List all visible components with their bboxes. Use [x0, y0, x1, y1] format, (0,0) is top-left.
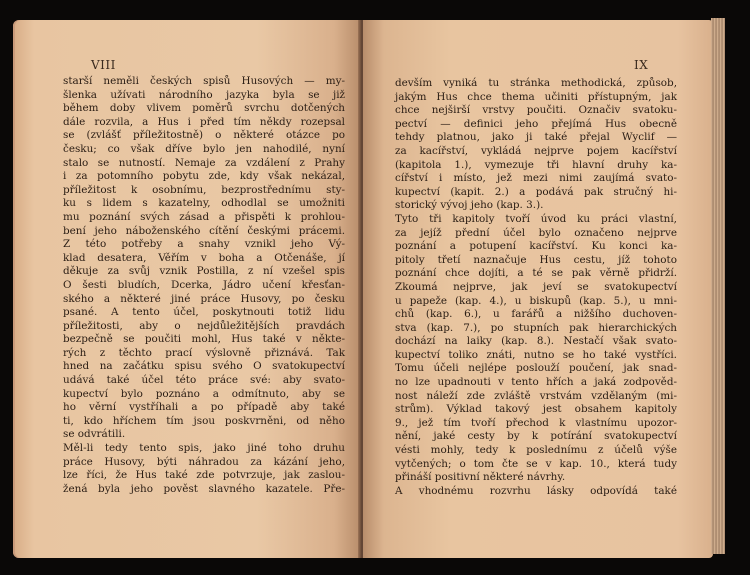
text-line: tehdy platnou, jako ji také přejal Wyclif — [395, 131, 677, 144]
text-line: žená byla jeho pověst slavného kazatele. Pře- [63, 482, 345, 495]
text-line: Zkoumá nejprve, jak jeví se svatokupectví [395, 280, 677, 293]
text-line: dále rozvila, a Hus i před tím někdy rozepsal [63, 115, 345, 128]
text-line: nost náleží zde zvláště vrstvám vzdělaným (mi- [395, 389, 677, 402]
text-line: vésti mohly, tedy k poslednímu z účelů výše [395, 444, 677, 457]
text-line: práce Husovy, býti náhradou za kázání jeho, [63, 455, 345, 468]
text-line: u papeže (kap. 4.), u biskupů (kap. 5.), u mni- [395, 294, 677, 307]
text-line: chce nejširší vrstvy poučiti. Označiv svatoku- [395, 104, 677, 117]
text-line: udává také účel této práce své: aby svato- [63, 374, 345, 387]
text-line: hned na začátku spisu svého O svatokupectví [63, 360, 345, 373]
text-line: příležitost k osobnímu, bezprostřednímu sty- [63, 183, 345, 196]
text-line: i za potomního pobytu zde, kdy však nekázal, [63, 170, 345, 183]
left-page [13, 20, 362, 558]
text-line: starší neměli českých spisů Husových — my- [63, 75, 345, 87]
text-line: Z této potřeby a snahy vznikl jeho Vý- [63, 238, 345, 251]
text-line: za jejíž přední účel bylo označeno nejprve [395, 226, 677, 239]
text-line: no lze upadnouti v tento hřích a jaká zodpověd- [395, 376, 677, 389]
text-line: (kapitola 1.), vymezuje tři hlavní druhy ka- [395, 158, 677, 171]
text-line: pectví — definici jeho přejímá Hus obecně [395, 117, 677, 130]
left-page-number: VIII [91, 58, 116, 72]
text-line: vytčených; o tom čte se v kap. 10., která tudy [395, 457, 677, 470]
text-line: za kacířství, vykládá nejprve pojem kacířství [395, 144, 677, 157]
right-page-number: IX [634, 58, 649, 72]
text-line: devším vyniká tu stránka methodická, způsob, [395, 77, 677, 89]
text-line: jakým Hus chce thema učiniti přístupným, jak [395, 90, 677, 103]
text-line: lze říci, že Hus také zde potvrzuje, jak zaslou- [63, 469, 345, 482]
text-line: Měl-li tedy tento spis, jako jiné toho druhu [63, 442, 345, 455]
right-page-text [395, 77, 677, 498]
text-line: během doby vlivem poměrů svrchu dotčených [63, 102, 345, 115]
text-line: příležitosti, aby o nejdůležitějších pravdách [63, 319, 345, 332]
text-line: 9., jež tím tvoří přechod k vlastnímu upozor- [395, 416, 677, 429]
text-line: psané. A tento účel, poskytnouti totiž lidu [63, 306, 345, 319]
right-page [363, 20, 713, 558]
text-line: ti, kdo hříchem tím jsou poskvrněni, od něho [63, 414, 345, 427]
text-line: ského a některé jiné práce Husovy, po česku [63, 292, 345, 305]
text-line: strům). Výklad takový jest obsahem kapitoly [395, 403, 677, 416]
text-line: bezpečně se poučiti mohl, Hus také v někte- [63, 333, 345, 346]
text-line: česku; co však dříve bylo jen nahodilé, nyní [63, 142, 345, 155]
left-page-text [63, 75, 345, 496]
text-line: pitoly třetí naznačuje Hus cestu, jíž tohoto [395, 253, 677, 266]
text-line: mu poznání svých zásad a přispěti k prohlou- [63, 210, 345, 223]
text-line: nění, jaké cesty by k potírání svatokupectví [395, 430, 677, 443]
text-line: se (zvlášť příležitostně) o některé otázce po [63, 129, 345, 142]
text-line: šlenka užívati národního jazyka byla se již [63, 88, 345, 101]
text-line: bení jeho náboženského cítění českými prácemi. [63, 224, 345, 237]
text-line: stva (kap. 7.), po stupních pak hierarchických [395, 321, 677, 334]
text-line: se odvrátili. [63, 428, 126, 441]
text-line: kupectví (kapit. 2.) a podává pak stručný hi- [395, 185, 677, 198]
text-line: chů (kap. 6.), u farářů a nižšího duchoven- [395, 308, 677, 321]
text-line: rých z těchto prací výslovně přiznává. Tak [63, 346, 345, 359]
text-line: O šesti bludích, Dcerka, Jádro učení křesťan- [63, 278, 345, 291]
text-line: A vhodnému rozvrhu lásky odpovídá také [395, 484, 677, 497]
text-line: dochází na laiky (kap. 8.). Nestačí však svato- [395, 335, 677, 348]
text-line: stalo se nutností. Nemaje za vzdálení z Prahy [63, 156, 345, 169]
text-line: cířství i místo, jež mezi nimi zaujímá svato- [395, 172, 677, 185]
text-line: přináší positivní některé návrhy. [395, 471, 566, 484]
text-line: klad desatera, Věřím v boha a Otčenáše, jí [63, 251, 345, 264]
text-line: Tyto tři kapitoly tvoří úvod ku práci vlastní, [395, 212, 677, 225]
text-line: Tomu účeli nejlépe poslouží poučení, jak snad- [395, 362, 677, 375]
page-edges [711, 18, 725, 554]
text-line: poznání a potupení kacířství. Ku konci ka- [395, 240, 677, 253]
text-line: kupectví bylo poznáno a odmítnuto, aby se [63, 387, 345, 400]
text-line: kupectví toliko znáti, nutno se ho také vystříci. [395, 348, 677, 361]
text-line: storický vývoj jeho (kap. 3.). [395, 199, 544, 212]
text-line: děkuje za svůj vznik Postilla, z ní vzešel spis [63, 265, 345, 278]
text-line: ku s lidem s kazatelny, odhodlal se umožniti [63, 197, 345, 210]
text-line: ho věrní vystříhali a po případě aby také [63, 401, 345, 414]
text-line: poznání chce dojíti, a té se pak věrně přidrží. [395, 267, 677, 280]
